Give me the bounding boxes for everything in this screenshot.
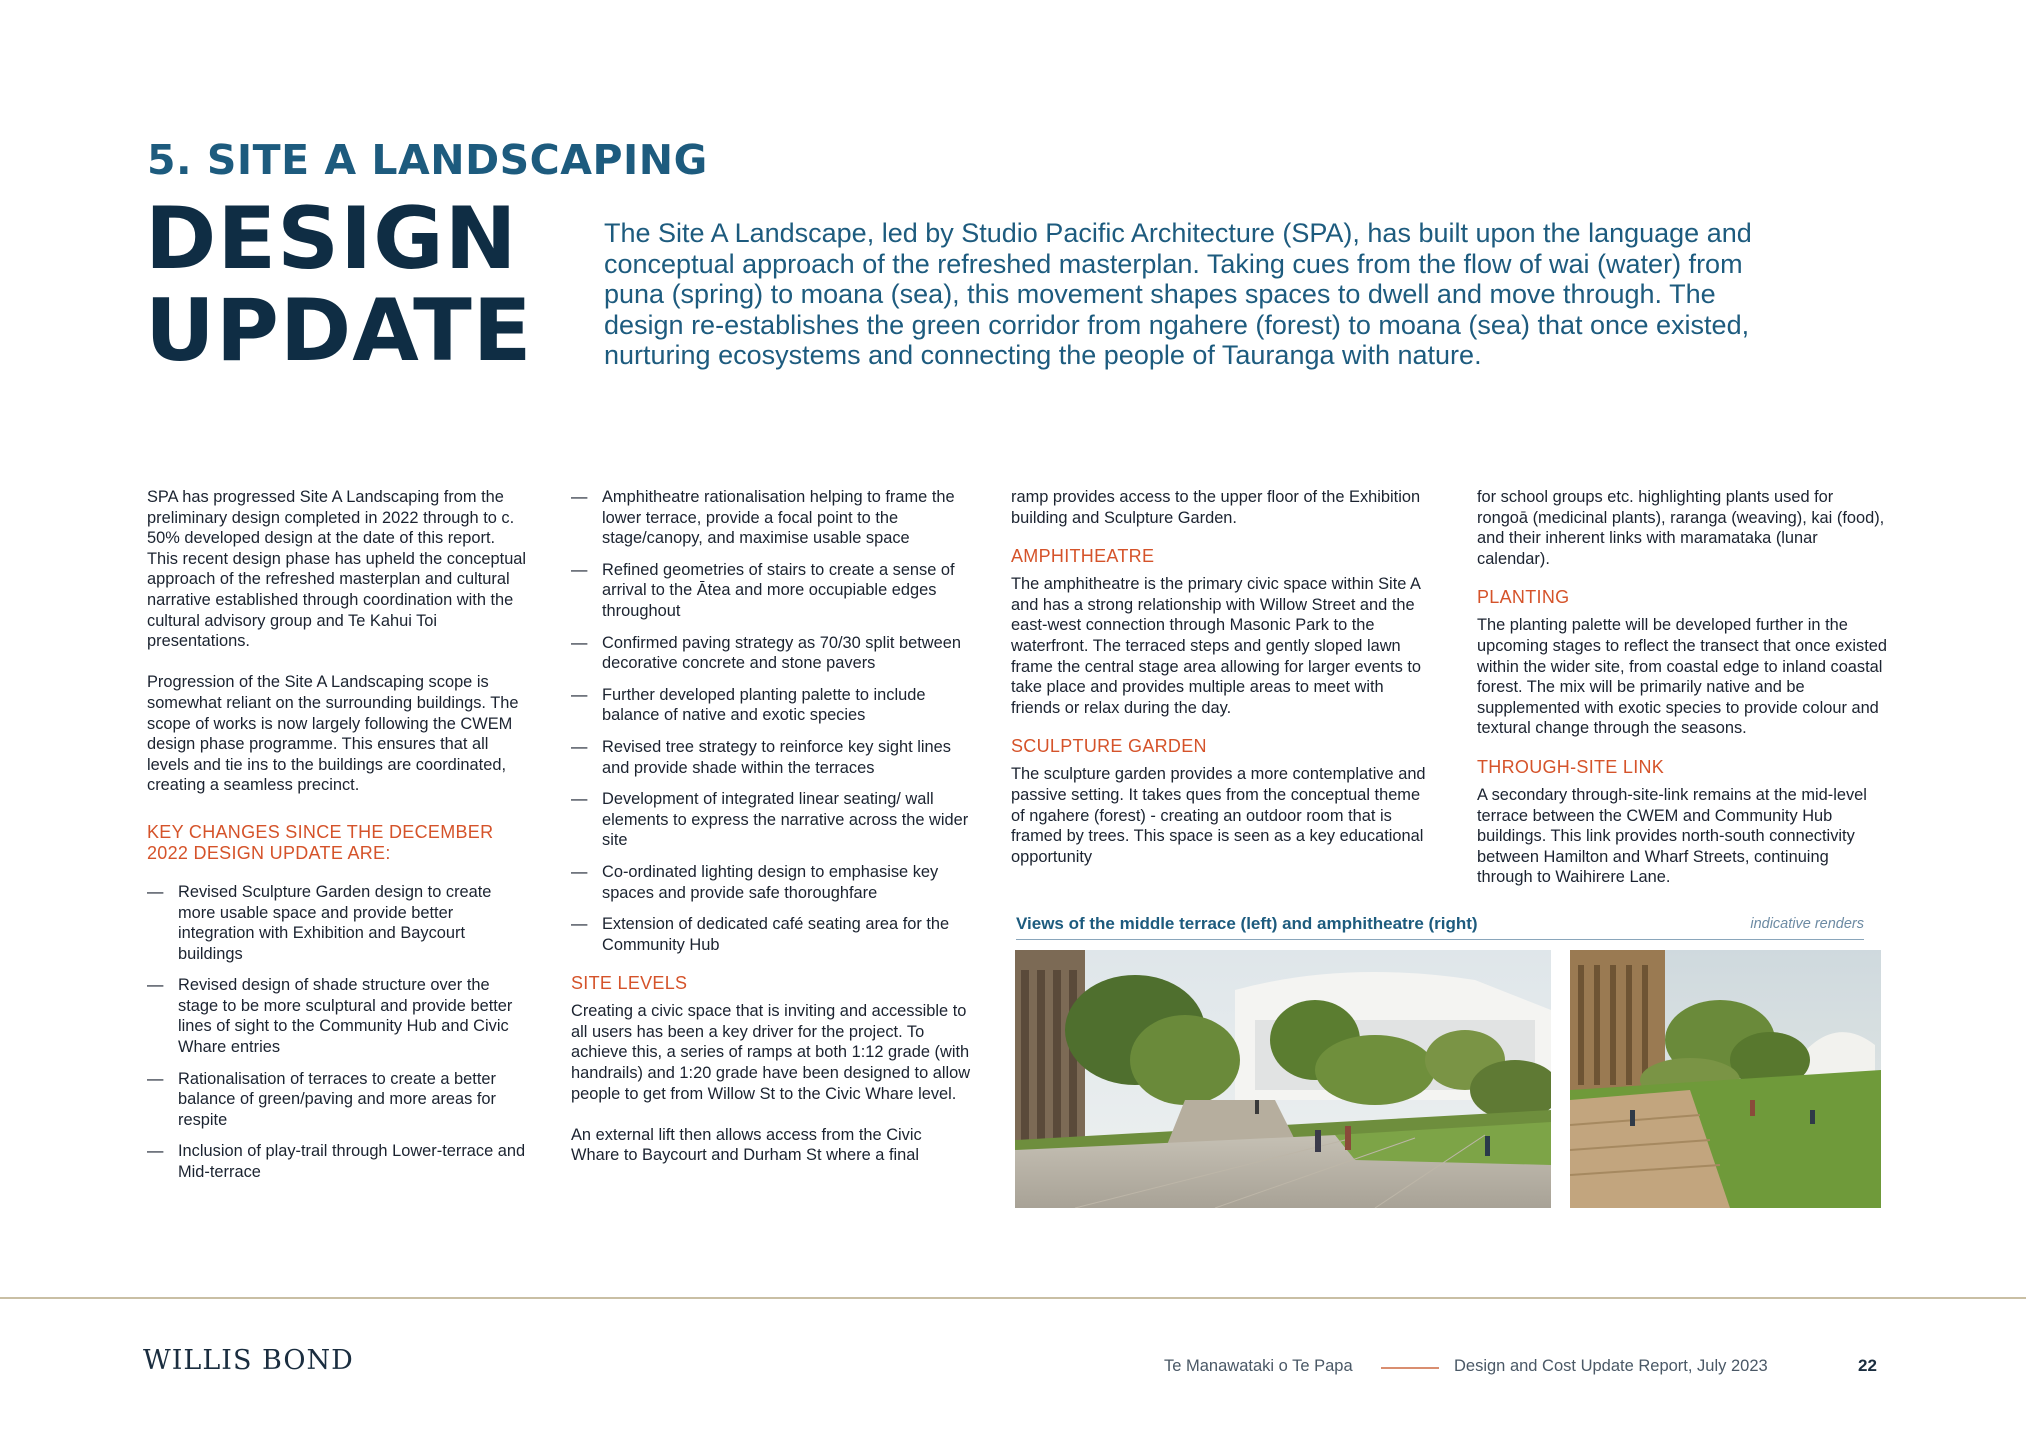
col1-paragraph-1: SPA has progressed Site A Landscaping from the preliminary design completed in 2022 through to c. 50% developed design at the date of this report. This recent design phase has upheld the conceptual approach of the refreshed masterplan and cultural narrative established through coordination with the cultural advisory group and Te Kahui Toi presentations. bbox=[147, 488, 527, 651]
col1-paragraph-2: Progression of the Site A Landscaping scope is somewhat reliant on the surrounding buildings. The scope of works is now largely following the CWEM design phase programme. This ensures that all levels and tie ins to the buildings are coordinated, creating a seamless precinct. bbox=[147, 673, 519, 795]
dash-bullet: — bbox=[571, 488, 588, 506]
list-item: — Revised tree strategy to reinforce key sight lines and provide shade within the terraces bbox=[571, 737, 951, 777]
dash-bullet: — bbox=[571, 915, 588, 934]
renders-caption-bar bbox=[1016, 914, 1864, 940]
key-changes-list bbox=[147, 882, 527, 1183]
intro-paragraph: The Site A Landscape, led by Studio Pacific Architecture (SPA), has built upon the language and conceptual approach of the refreshed masterplan. Taking cues from the flow of wai (water) from puna (spring) to moana (sea), this movement shapes spaces to dwell and move through. The design re-establishes the green corridor from ngahere (forest) to moana (sea) that once existed, nurturing ecosystems and connecting the people of Tauranga with nature. bbox=[604, 218, 1752, 370]
title-line-2: UPDATE bbox=[145, 281, 533, 381]
list-item: — Refined geometries of stairs to create a sense of arrival to the Ātea and more occupiable edges throughout bbox=[571, 560, 955, 620]
dash-bullet: — bbox=[147, 1069, 164, 1088]
key-changes-list-continued bbox=[571, 487, 971, 955]
list-item: — Co-ordinated lighting design to emphasise key spaces and provide safe thoroughfare bbox=[571, 862, 939, 902]
through-site-link-paragraph: A secondary through-site-link remains at the mid-level terrace between the CWEM and Community Hub buildings. This link provides north-south connectivity between Hamilton and Wharf Streets, continuing through to Waihirere Lane. bbox=[1477, 785, 1867, 887]
sculpture-garden-heading: SCULPTURE GARDEN bbox=[1011, 736, 1207, 757]
page-number: 22 bbox=[1858, 1356, 1877, 1375]
footer-report-title: Design and Cost Update Report, July 2023 bbox=[1454, 1357, 1768, 1375]
column-4 bbox=[1477, 487, 1887, 909]
amphitheatre-render bbox=[1570, 950, 1881, 1208]
middle-terrace-render bbox=[1015, 950, 1551, 1208]
list-item: — Development of integrated linear seating/ wall elements to express the narrative across the wider site bbox=[571, 790, 969, 850]
col4-continued-text: for school groups etc. highlighting plants used for rongoā (medicinal plants), raranga (weaving), kai (food), and their inherent links with maramataka (lunar calendar). bbox=[1477, 488, 1885, 568]
column-2 bbox=[571, 487, 971, 1187]
amphitheatre-paragraph: The amphitheatre is the primary civic space within Site A and has a strong relationship with Willow Street and the east-west connection through Masonic Park to the waterfront. The terraced steps and gently sloped lawn frame the central stage area allowing for larger events to take place and provides multiple areas to meet with friends or relax during the day. bbox=[1011, 575, 1421, 717]
planting-heading: PLANTING bbox=[1477, 587, 1570, 608]
site-levels-paragraph-1: Creating a civic space that is inviting and accessible to all users has been a key driver for the project. To achieve this, a series of ramps at both 1:12 grade (with handrails) and 1:20 grade have been designed to allow people to get from Willow St to the Civic Whare level. bbox=[571, 1002, 971, 1103]
key-changes-heading: KEY CHANGES SINCE THE DECEMBER 2022 DESIGN UPDATE ARE: bbox=[147, 821, 494, 863]
dash-bullet: — bbox=[147, 976, 164, 995]
sculpture-garden-paragraph: The sculpture garden provides a more contemplative and passive setting. It takes ques from the conceptual theme of ngahere (forest) - creating an outdoor room that is framed by trees. This space is seen as a key educational opportunity bbox=[1011, 765, 1426, 866]
dash-bullet: — bbox=[571, 633, 588, 652]
page-title bbox=[145, 189, 533, 381]
list-item: — Revised design of shade structure over the stage to be more sculptural and provide better lines of sight to the Community Hub and Civic Whare entries bbox=[147, 976, 513, 1057]
dash-bullet: — bbox=[571, 790, 588, 809]
list-item: — Inclusion of play-trail through Lower-terrace and Mid-terrace bbox=[147, 1142, 526, 1182]
title-line-1: DESIGN bbox=[145, 189, 518, 289]
footer-project-name: Te Manawataki o Te Papa bbox=[1164, 1357, 1353, 1375]
footer-separator-line bbox=[1381, 1367, 1439, 1369]
through-site-link-heading: THROUGH-SITE LINK bbox=[1477, 756, 1665, 777]
list-item: — Revised Sculpture Garden design to create more usable space and provide better integration with Exhibition and Baycourt buildings bbox=[147, 882, 492, 963]
renders-note: indicative renders bbox=[1750, 916, 1864, 932]
amphitheatre-render-image bbox=[1570, 950, 1881, 1208]
list-item: — Amphitheatre rationalisation helping to frame the lower terrace, provide a focal point to the stage/canopy, and maximise usable space bbox=[571, 488, 955, 548]
dash-bullet: — bbox=[571, 737, 588, 756]
dash-bullet: — bbox=[147, 882, 164, 901]
list-item: — Rationalisation of terraces to create a better balance of green/paving and more areas for respite bbox=[147, 1069, 497, 1129]
dash-bullet: — bbox=[571, 560, 588, 579]
dash-bullet: — bbox=[571, 685, 588, 704]
col3-continued-text: ramp provides access to the upper floor of the Exhibition building and Sculpture Garden. bbox=[1011, 488, 1421, 527]
dash-bullet: — bbox=[571, 862, 588, 881]
footer-divider bbox=[0, 1297, 2026, 1299]
list-item: — Extension of dedicated café seating area for the Community Hub bbox=[571, 915, 950, 954]
list-item: — Confirmed paving strategy as 70/30 split between decorative concrete and stone pavers bbox=[571, 633, 961, 673]
willis-bond-logo: WILLIS BOND bbox=[143, 1345, 354, 1376]
renders-caption: Views of the middle terrace (left) and amphitheatre (right) bbox=[1016, 914, 1478, 933]
section-label: 5. SITE A LANDSCAPING bbox=[147, 136, 708, 184]
planting-paragraph: The planting palette will be developed further in the upcoming stages to reflect the transect that once existed within the wider site, from coastal edge to inland coastal forest. The mix will be primarily native and be supplemented with exotic species to provide colour and textural change through the seasons. bbox=[1477, 616, 1887, 738]
site-levels-paragraph-2: An external lift then allows access from the Civic Whare to Baycourt and Durham St where a final bbox=[571, 1125, 922, 1165]
column-1 bbox=[147, 487, 527, 1194]
dash-bullet: — bbox=[147, 1142, 164, 1161]
column-3 bbox=[1011, 487, 1431, 888]
middle-terrace-render-image bbox=[1015, 950, 1551, 1208]
list-item: — Further developed planting palette to include balance of native and exotic species bbox=[571, 685, 926, 725]
amphitheatre-heading: AMPHITHEATRE bbox=[1011, 546, 1155, 567]
site-levels-heading: SITE LEVELS bbox=[571, 973, 688, 994]
